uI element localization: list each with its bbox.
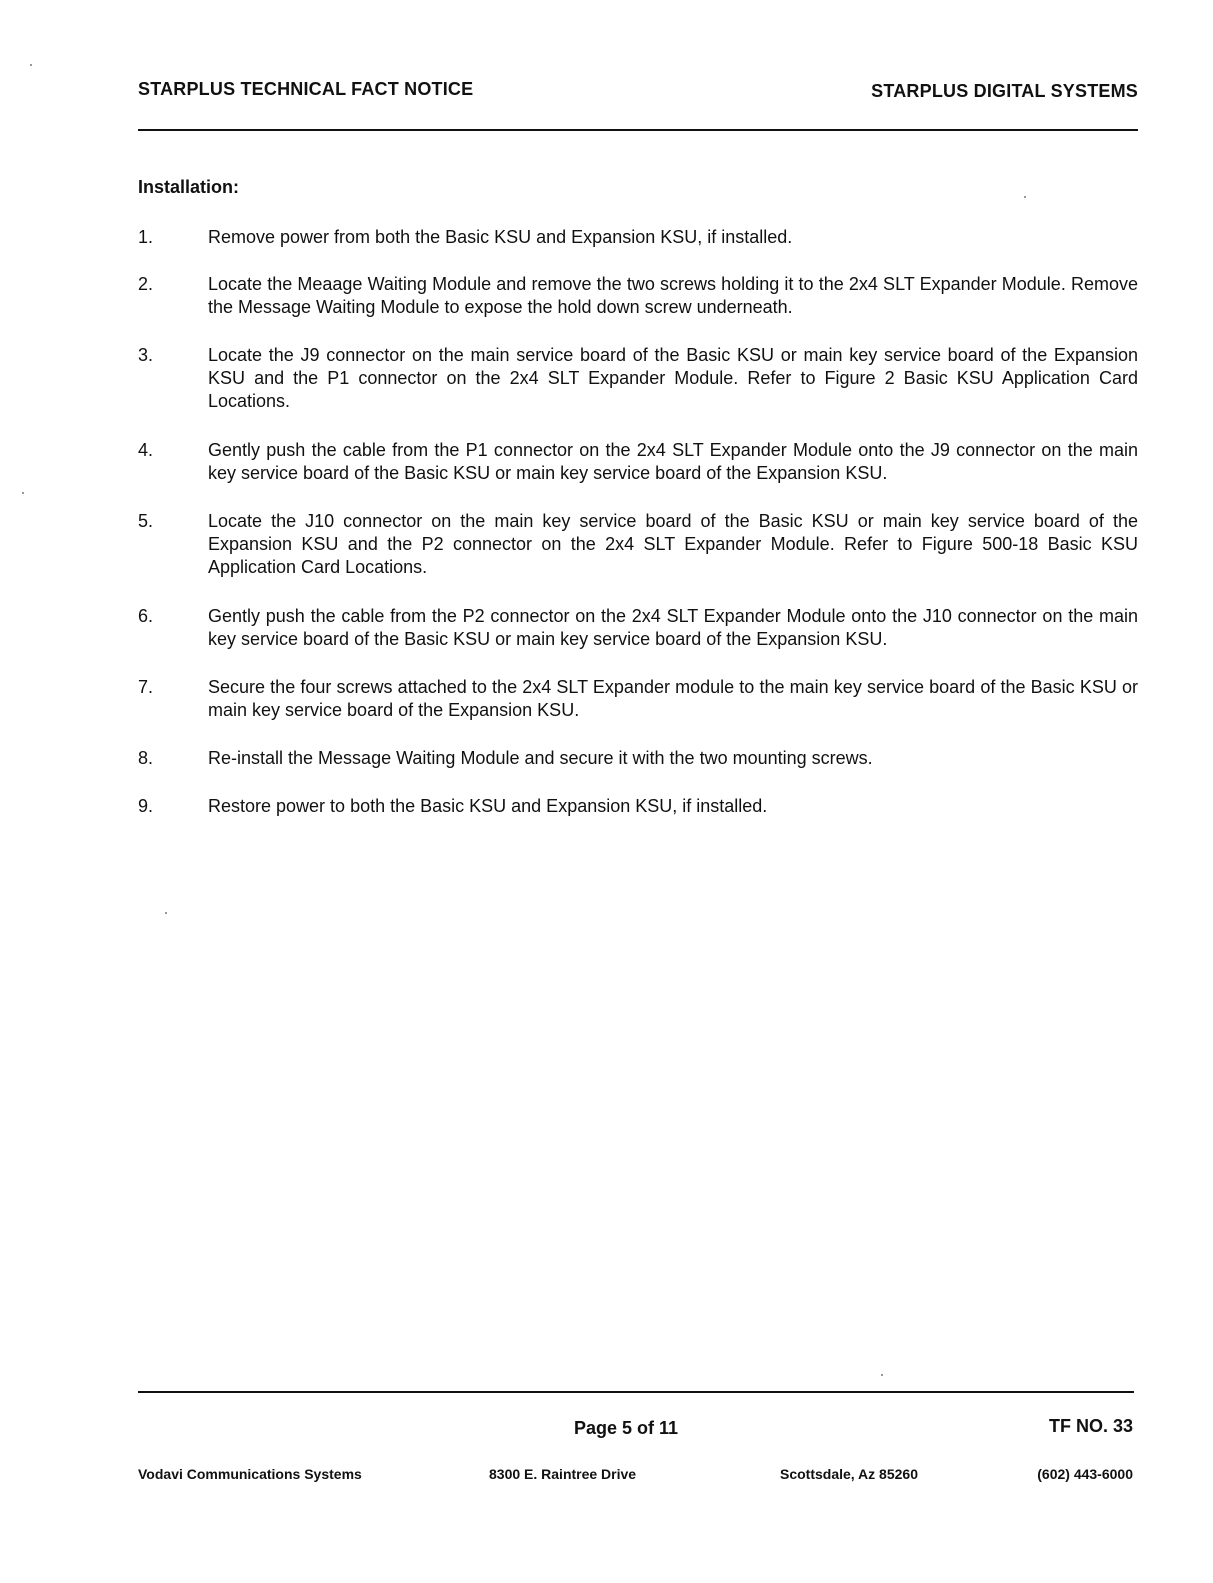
section-title: Installation: [138, 177, 240, 197]
header-title-left: STARPLUS TECHNICAL FACT NOTICE [138, 79, 474, 99]
step-number: 8. [138, 748, 154, 768]
step-text: Secure the four screws attached to the 2x4 SLT Expander module to the main key service board of the Basic KSU or main key service board of the Expansion KSU. [208, 677, 1138, 720]
scan-speck [165, 912, 167, 914]
footer-city: Scottsdale, Az 85260 [780, 1466, 918, 1482]
step-number: 1. [138, 227, 154, 247]
step-text: Gently push the cable from the P1 connector on the 2x4 SLT Expander Module onto the J9 connector on the main key service board of the Basic KSU or main key service board of the Expansion KSU. [208, 440, 1138, 483]
tf-number: TF NO. 33 [1048, 1416, 1133, 1436]
step-text: Locate the J10 connector on the main key service board of the Basic KSU or main key service board of the Expansion KSU and the P2 connector on the 2x4 SLT Expander Module. Refer to Figure 500-18 Basic KSU Application Card Locations. [208, 511, 1138, 577]
header-title-right: STARPLUS DIGITAL SYSTEMS [871, 81, 1138, 101]
step-number: 7. [138, 677, 154, 697]
step-number: 9. [138, 796, 154, 816]
scan-speck [1024, 196, 1026, 198]
scan-speck [22, 492, 24, 494]
scan-speck [881, 1374, 883, 1376]
step-item [138, 795, 1138, 818]
step-number: 3. [138, 345, 154, 365]
step-item [138, 747, 1138, 770]
step-number: 2. [138, 274, 154, 294]
step-item [138, 439, 1138, 485]
step-item [138, 510, 1138, 579]
step-text: Locate the J9 connector on the main service board of the Basic KSU or main key service board of the Expansion KSU and the P1 connector on the 2x4 SLT Expander Module. Refer to Figure 2 Basic KSU Application Card Locations. [208, 345, 1138, 411]
footer-address: 8300 E. Raintree Drive [489, 1466, 637, 1482]
step-text: Locate the Meaage Waiting Module and remove the two screws holding it to the 2x4 SLT Expander Module. Remove the Message Waiting Module to expose the hold down screw underneath. [208, 274, 1138, 317]
step-text: Gently push the cable from the P2 connector on the 2x4 SLT Expander Module onto the J10 connector on the main key service board of the Basic KSU or main key service board of the Expansion KSU. [208, 606, 1138, 649]
step-text: Re-install the Message Waiting Module and secure it with the two mounting screws. [208, 748, 873, 768]
page-number: Page 5 of 11 [574, 1418, 679, 1438]
footer-divider [138, 1391, 1134, 1393]
step-item [138, 676, 1138, 722]
step-item [138, 344, 1138, 413]
header-divider [138, 129, 1138, 131]
step-item [138, 273, 1138, 319]
step-item [138, 605, 1138, 651]
step-number: 5. [138, 511, 154, 531]
step-item [138, 226, 1138, 249]
footer-company: Vodavi Communications Systems [138, 1466, 362, 1482]
footer-phone: (602) 443-6000 [1037, 1466, 1133, 1482]
step-text: Remove power from both the Basic KSU and Expansion KSU, if installed. [208, 227, 793, 247]
scan-speck [30, 64, 32, 66]
step-text: Restore power to both the Basic KSU and Expansion KSU, if installed. [208, 796, 768, 816]
step-number: 6. [138, 606, 154, 626]
step-number: 4. [138, 440, 154, 460]
